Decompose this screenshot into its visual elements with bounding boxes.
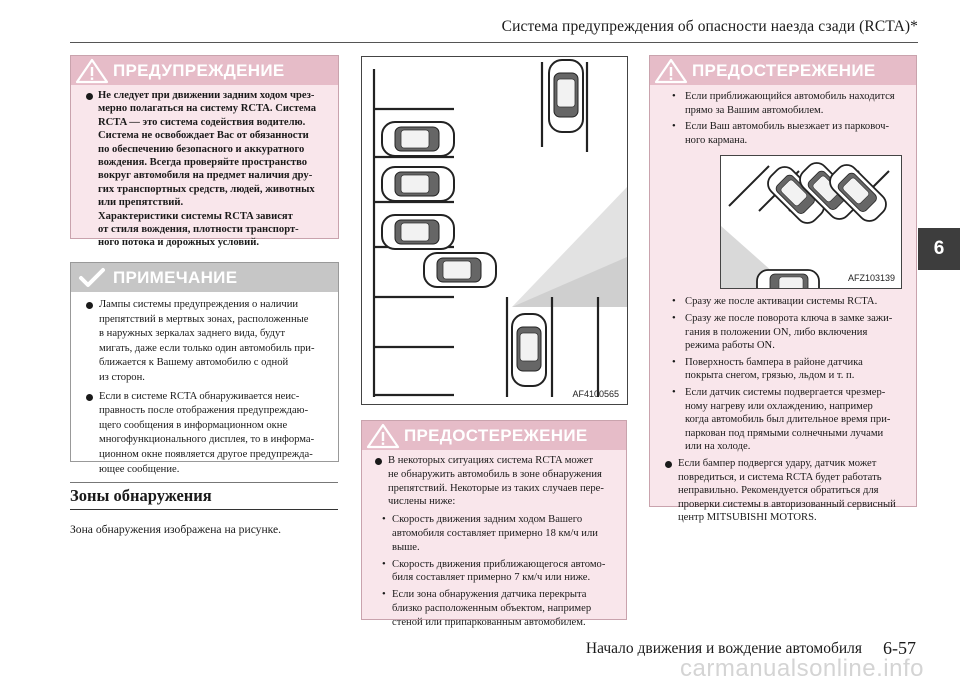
caution-line: • Поверхность бампера в районе датчика	[685, 356, 863, 368]
caution-sub-item	[372, 558, 618, 586]
caution-sub-item	[662, 295, 908, 309]
caution-line: Если бампер подвергся удару, датчик может	[678, 457, 877, 469]
caution-line: препятствий. Некоторые из таких случаев пере-	[388, 482, 604, 494]
caution-line: биля составляет примерно 7 км/ч или ниже.	[392, 572, 591, 584]
header-title: Система предупреждения об опасности наезда сзади (RCTA)*	[501, 18, 918, 35]
note-line: ближается к Вашему автомобилю с одной	[99, 357, 289, 369]
section-intro: Зона обнаружения изображена на рисунке.	[70, 523, 282, 536]
angled-parking-diagram	[721, 156, 901, 288]
caution-title: ПРЕДОСТЕРЕЖЕНИЕ	[404, 425, 588, 445]
warning-line: RCTA — это система содействия водителю.	[98, 116, 306, 128]
caution-box	[361, 420, 627, 628]
parking-detection-figure	[361, 56, 628, 405]
caution-bullet	[662, 457, 908, 525]
note-body	[71, 292, 338, 485]
warning-line: гих транспортных средств, людей, животных	[98, 183, 315, 195]
caution-line: • Если приближающийся автомобиль находится	[685, 91, 895, 102]
warning-line: Характеристики системы RCTA зависят	[98, 210, 293, 222]
approaching-car	[757, 270, 819, 288]
caution-lead	[372, 454, 618, 509]
caution-line: • Сразу же после поворота ключа в замке зажи-	[685, 312, 893, 324]
reversing-car	[512, 314, 546, 386]
note-line: ционном окне появляется другое предупрежда-	[99, 448, 313, 460]
warning-line: Система не освобождает Вас от обязанности	[98, 130, 309, 142]
caution-line: паркован под прямыми солнечными лучами	[685, 427, 884, 439]
watermark: carmanualsonline.info	[680, 655, 924, 682]
warning-title: ПРЕДУПРЕЖДЕНИЕ	[113, 60, 285, 80]
caution-body	[362, 450, 626, 639]
caution-line: В некоторых ситуациях система RCTA может	[388, 455, 593, 466]
caution-line: выше.	[392, 541, 420, 553]
caution-line: неправильно. Рекомендуется обратиться для	[678, 485, 879, 497]
note-item	[83, 298, 330, 386]
parking-diagram	[362, 57, 627, 404]
parked-car	[382, 122, 454, 156]
header-rule	[70, 42, 918, 43]
section-heading: Зоны обнаружения	[70, 482, 338, 510]
footer-section: Начало движения и вождение автомобиля	[585, 640, 862, 657]
caution-line: • Скорость движения приближающегося автомо-	[392, 558, 606, 570]
caution-line: гания в положении ON, либо включения	[685, 326, 868, 338]
caution-sub-item	[662, 120, 908, 147]
caution-line: стеной или припаркованным автомобилем.	[392, 616, 586, 628]
checkmark-icon	[75, 265, 109, 291]
caution-header	[362, 421, 626, 450]
warning-line: от стиля вождения, плотности транспорт-	[98, 224, 299, 236]
caution-header	[650, 56, 916, 85]
warning-line: мерно полагаться на систему RCTA. Система	[98, 103, 317, 115]
caution-line: прямо за Вашим автомобилем.	[685, 104, 824, 116]
note-item	[83, 390, 330, 478]
caution-line: ного кармана.	[685, 134, 748, 146]
note-line: из сторон.	[99, 371, 145, 383]
caution-body	[650, 85, 916, 533]
caution-line: • Если Ваш автомобиль выезжает из парковоч-	[685, 121, 890, 133]
caution-sub-item	[662, 312, 908, 353]
caution-line: проверки системы в авторизованный сервисный	[678, 498, 896, 510]
note-header	[71, 263, 338, 292]
caution-line: повредиться, и система RCTA будет работать	[678, 471, 882, 483]
caution-title: ПРЕДОСТЕРЕЖЕНИЕ	[692, 60, 876, 80]
note-line: ющее сообщение.	[99, 463, 180, 475]
caution-sub-item	[662, 386, 908, 454]
chapter-tab[interactable]: 6	[918, 228, 960, 270]
parked-car	[549, 60, 583, 132]
warning-line: или препятствий.	[98, 197, 184, 209]
warning-triangle-icon	[75, 58, 109, 84]
note-title: ПРИМЕЧАНИЕ	[113, 267, 238, 287]
warning-bullet	[83, 89, 330, 250]
caution-sub-item	[372, 513, 618, 554]
note-line: мигать, даже если только один автомобиль при-	[99, 342, 315, 354]
caution-line: • Скорость движения задним ходом Вашего	[392, 514, 583, 526]
figure-label: AF4100565	[572, 389, 619, 399]
warning-body	[71, 85, 338, 258]
parked-car	[382, 215, 454, 249]
note-box	[70, 262, 339, 475]
caution-line: не обнаружить автомобиль в зоне обнаружения	[388, 468, 602, 480]
warning-line: ного потока и дорожных условий.	[98, 237, 259, 249]
note-line: в наружных зеркалах заднего вида, будут	[99, 328, 285, 340]
caution-line: числены ниже:	[388, 496, 456, 508]
note-line: Лампы системы предупреждения о наличии	[99, 299, 299, 310]
caution-sub-item	[662, 90, 908, 117]
page-number: 6-57	[883, 638, 916, 658]
parking-pocket-figure	[720, 155, 902, 289]
figure-label: AFZ103139	[847, 272, 895, 283]
parked-car	[382, 167, 454, 201]
caution-line: когда автомобиль был длительное время при-	[685, 414, 891, 426]
caution-box	[649, 55, 917, 524]
caution-line: центр MITSUBISHI MOTORS.	[678, 512, 817, 524]
warning-line: вокруг автомобиля на предмет наличия дру-	[98, 170, 313, 182]
caution-line: режима работы ON.	[685, 340, 775, 352]
caution-sub-item	[372, 588, 618, 629]
caution-line: близко расположенным объектом, например	[392, 602, 592, 614]
caution-line: • Сразу же после активации системы RCTA.	[685, 296, 878, 308]
caution-line: покрыта снегом, грязью, льдом и т. п.	[685, 370, 855, 382]
caution-triangle-icon	[654, 58, 688, 84]
caution-triangle-icon	[366, 423, 400, 449]
warning-box	[70, 55, 339, 249]
approaching-car	[424, 253, 496, 287]
warning-line: по обеспечению безопасного и аккуратного	[98, 143, 305, 155]
caution-line: автомобиля составляет примерно 18 км/ч или	[392, 527, 598, 539]
warning-line: Не следует при движении задним ходом чрез-	[98, 90, 315, 101]
caution-line: ному нагреву или охлаждению, например	[685, 400, 873, 412]
caution-sub-item	[662, 356, 908, 383]
note-line: правность после отображения предупреждаю-	[99, 405, 309, 417]
warning-header	[71, 56, 338, 85]
note-line: Если в системе RCTA обнаруживается неис-	[99, 390, 300, 402]
caution-line: • Если датчик системы подвергается чрезмер-	[685, 386, 886, 398]
warning-line: вождения. Всегда проверяйте пространство	[98, 157, 308, 169]
caution-line: или на холоде.	[685, 441, 751, 453]
caution-line: • Если зона обнаружения датчика перекрыта	[392, 589, 587, 601]
note-line: препятствий в мертвых зонах, расположенные	[99, 313, 309, 325]
note-line: многофункционального дисплея, то в информа-	[99, 434, 315, 446]
note-line: щего сообщения в информационном окне	[99, 419, 288, 431]
